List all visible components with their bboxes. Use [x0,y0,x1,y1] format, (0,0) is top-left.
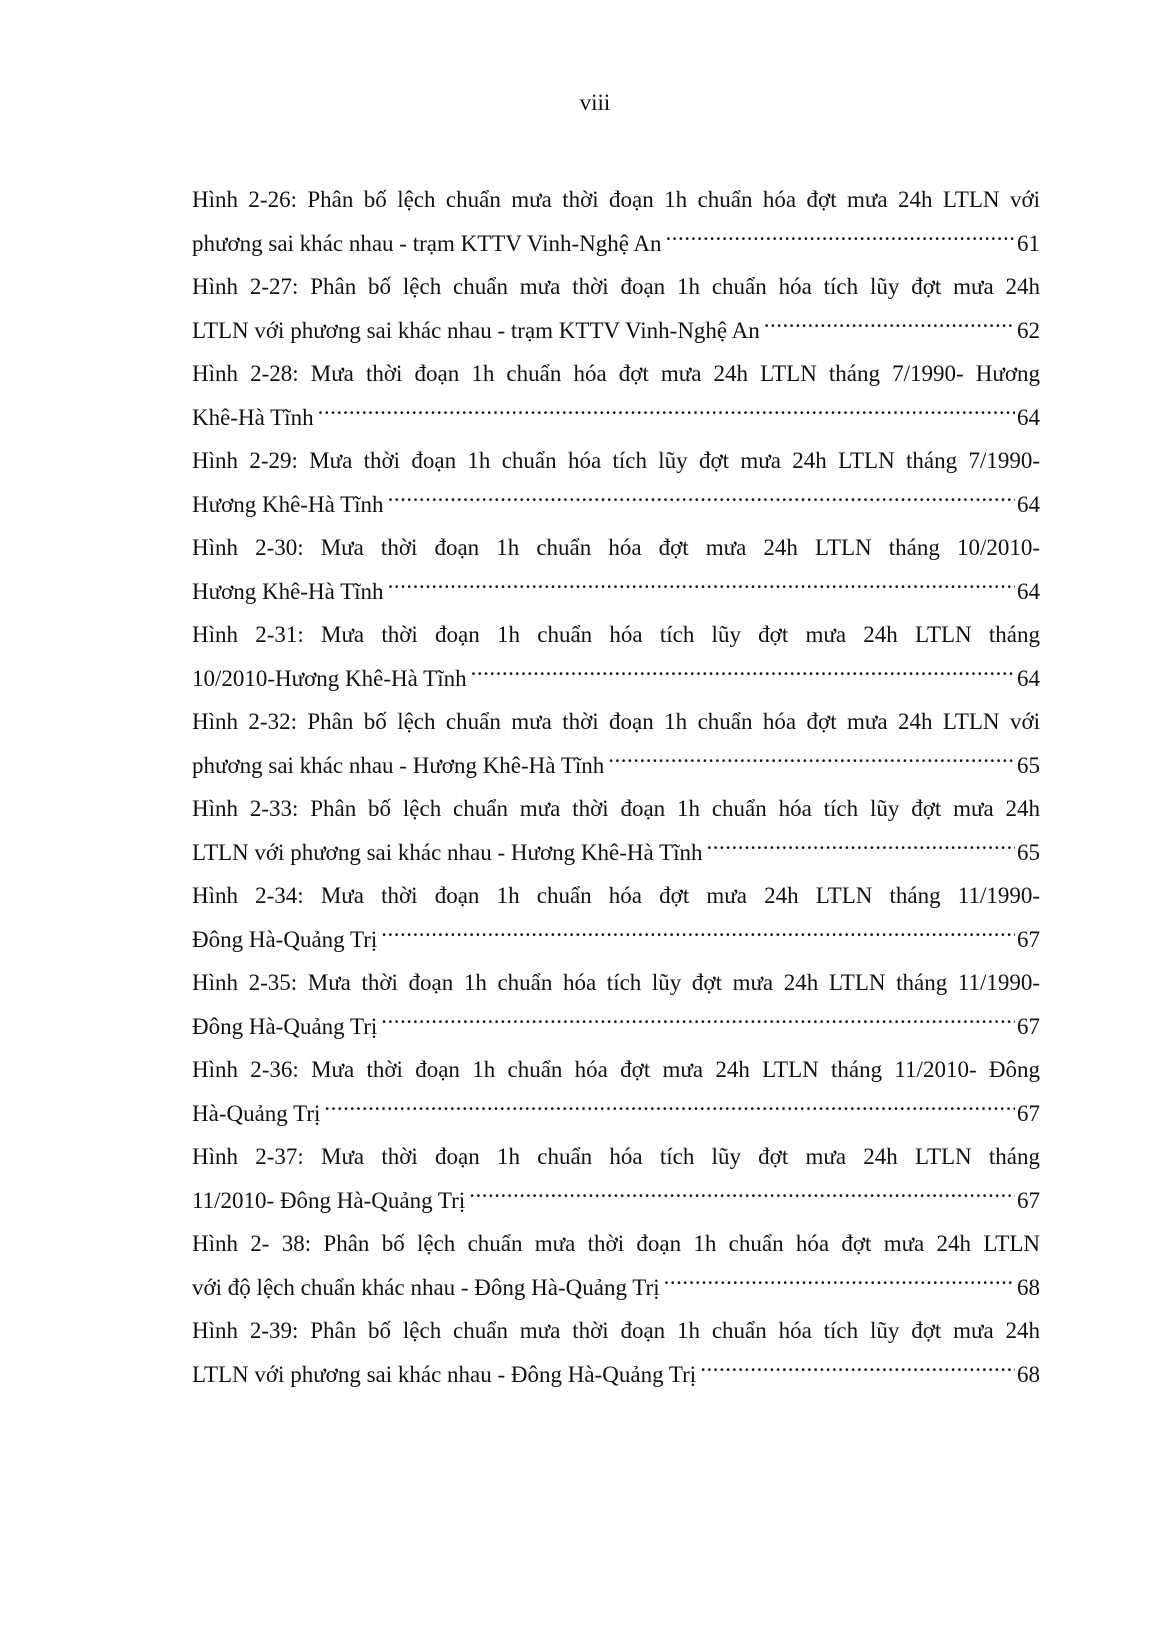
dot-leader [471,663,1015,686]
toc-entry-title: Hình 2-33: Phân bố lệch chuẩn mưa thời đoạn 1h chuẩn hóa tích lũy đợt mưa 24h [192,796,1040,821]
toc-entry-title-end: LTLN với phương sai khác nhau - Đông Hà-Quảng Trị [192,1361,697,1387]
dot-leader [388,576,1015,599]
toc-entry-title-end: LTLN với phương sai khác nhau - trạm KTTV Vinh-Nghệ An [192,317,760,343]
toc-entry-continuation [192,1179,1040,1223]
dot-leader [381,924,1015,947]
toc-page-number: 64 [1017,665,1040,691]
toc-entry-continuation [192,309,1040,353]
toc-entry[interactable] [192,1309,1040,1396]
toc-entry-continuation [192,831,1040,875]
toc-entry[interactable] [192,178,1040,265]
dot-leader [666,228,1015,251]
toc-entry-title: Hình 2-30: Mưa thời đoạn 1h chuẩn hóa đợt mưa 24h LTLN tháng 10/2010- [192,535,1040,560]
toc-entry-continuation [192,570,1040,614]
toc-entry-title: Hình 2- 38: Phân bố lệch chuẩn mưa thời đoạn 1h chuẩn hóa đợt mưa 24h LTLN [192,1231,1040,1256]
toc-entry[interactable] [192,1048,1040,1135]
toc-entry-title: Hình 2-36: Mưa thời đoạn 1h chuẩn hóa đợt mưa 24h LTLN tháng 11/2010- Đông [192,1057,1040,1082]
toc-entry-title-end: Đông Hà-Quảng Trị [192,1013,378,1039]
dot-leader [469,1185,1015,1208]
toc-entry-continuation [192,744,1040,788]
toc-entry-continuation [192,1005,1040,1049]
toc-entry-title: Hình 2-35: Mưa thời đoạn 1h chuẩn hóa tích lũy đợt mưa 24h LTLN tháng 11/1990- [192,970,1040,995]
toc-entry-continuation [192,1266,1040,1310]
toc-entry[interactable] [192,961,1040,1048]
toc-entry-continuation [192,396,1040,440]
toc-entry-title-end: LTLN với phương sai khác nhau - Hương Khê-Hà Tĩnh [192,839,703,865]
toc-entry[interactable] [192,1222,1040,1309]
toc-entry-continuation [192,483,1040,527]
toc-page-number: 62 [1017,317,1040,343]
toc-entry-title: Hình 2-39: Phân bố lệch chuẩn mưa thời đoạn 1h chuẩn hóa tích lũy đợt mưa 24h [192,1318,1040,1343]
toc-page-number: 67 [1017,1013,1040,1039]
toc-entry-title: Hình 2-37: Mưa thời đoạn 1h chuẩn hóa tích lũy đợt mưa 24h LTLN tháng [192,1144,1040,1169]
toc-entry-title-end: phương sai khác nhau - Hương Khê-Hà Tĩnh [192,752,605,778]
dot-leader [764,315,1015,338]
toc-page-number: 61 [1017,230,1040,256]
dot-leader [318,402,1015,425]
dot-leader [664,1272,1015,1295]
toc-entry-continuation [192,1092,1040,1136]
toc-page-number: 67 [1017,1187,1040,1213]
toc-entry-title: Hình 2-31: Mưa thời đoạn 1h chuẩn hóa tích lũy đợt mưa 24h LTLN tháng [192,622,1040,647]
toc-entry-title-end: Khê-Hà Tĩnh [192,404,314,430]
toc-entry-title-end: Đông Hà-Quảng Trị [192,926,378,952]
page-number: viii [579,90,611,115]
toc-page-number: 64 [1017,578,1040,604]
toc-entry-continuation [192,657,1040,701]
toc-entry-title: Hình 2-34: Mưa thời đoạn 1h chuẩn hóa đợt mưa 24h LTLN tháng 11/1990- [192,883,1040,908]
toc-entry[interactable] [192,874,1040,961]
toc-entry[interactable] [192,352,1040,439]
toc-entry-title-end: 11/2010- Đông Hà-Quảng Trị [192,1187,466,1213]
toc-page-number: 68 [1017,1274,1040,1300]
toc-page-number: 65 [1017,839,1040,865]
dot-leader [700,1359,1015,1382]
toc-entry[interactable] [192,265,1040,352]
toc-entry-title-end: Hương Khê-Hà Tĩnh [192,491,384,517]
toc-entry-title-end: Hương Khê-Hà Tĩnh [192,578,384,604]
toc-entry[interactable] [192,700,1040,787]
toc-page-number: 67 [1017,1100,1040,1126]
dot-leader [608,750,1015,773]
toc-entry[interactable] [192,1135,1040,1222]
toc-entry[interactable] [192,526,1040,613]
toc-entry-title-end: phương sai khác nhau - trạm KTTV Vinh-Nghệ An [192,230,662,256]
toc-entry[interactable] [192,787,1040,874]
toc-page-number: 67 [1017,926,1040,952]
toc-entry-continuation [192,1353,1040,1397]
toc-entry-title-end: 10/2010-Hương Khê-Hà Tĩnh [192,665,467,691]
toc-page-number: 64 [1017,404,1040,430]
toc-entry-title-end: với độ lệch chuẩn khác nhau - Đông Hà-Quảng Trị [192,1274,660,1300]
toc-page-number: 68 [1017,1361,1040,1387]
toc-entry-title: Hình 2-29: Mưa thời đoạn 1h chuẩn hóa tích lũy đợt mưa 24h LTLN tháng 7/1990- [192,448,1040,473]
toc-entry-title: Hình 2-28: Mưa thời đoạn 1h chuẩn hóa đợt mưa 24h LTLN tháng 7/1990- Hương [192,361,1040,386]
toc-entry-continuation [192,222,1040,266]
list-of-figures [192,178,1040,1396]
dot-leader [324,1098,1015,1121]
dot-leader [388,489,1015,512]
toc-entry-title-end: Hà-Quảng Trị [192,1100,321,1126]
toc-entry-continuation [192,918,1040,962]
toc-entry[interactable] [192,613,1040,700]
toc-page-number: 65 [1017,752,1040,778]
toc-entry-title: Hình 2-27: Phân bố lệch chuẩn mưa thời đoạn 1h chuẩn hóa tích lũy đợt mưa 24h [192,274,1040,299]
toc-entry-title: Hình 2-32: Phân bố lệch chuẩn mưa thời đoạn 1h chuẩn hóa đợt mưa 24h LTLN với [192,709,1040,734]
toc-page-number: 64 [1017,491,1040,517]
dot-leader [706,837,1015,860]
toc-entry[interactable] [192,439,1040,526]
toc-entry-title: Hình 2-26: Phân bố lệch chuẩn mưa thời đoạn 1h chuẩn hóa đợt mưa 24h LTLN với [192,187,1040,212]
dot-leader [381,1011,1015,1034]
